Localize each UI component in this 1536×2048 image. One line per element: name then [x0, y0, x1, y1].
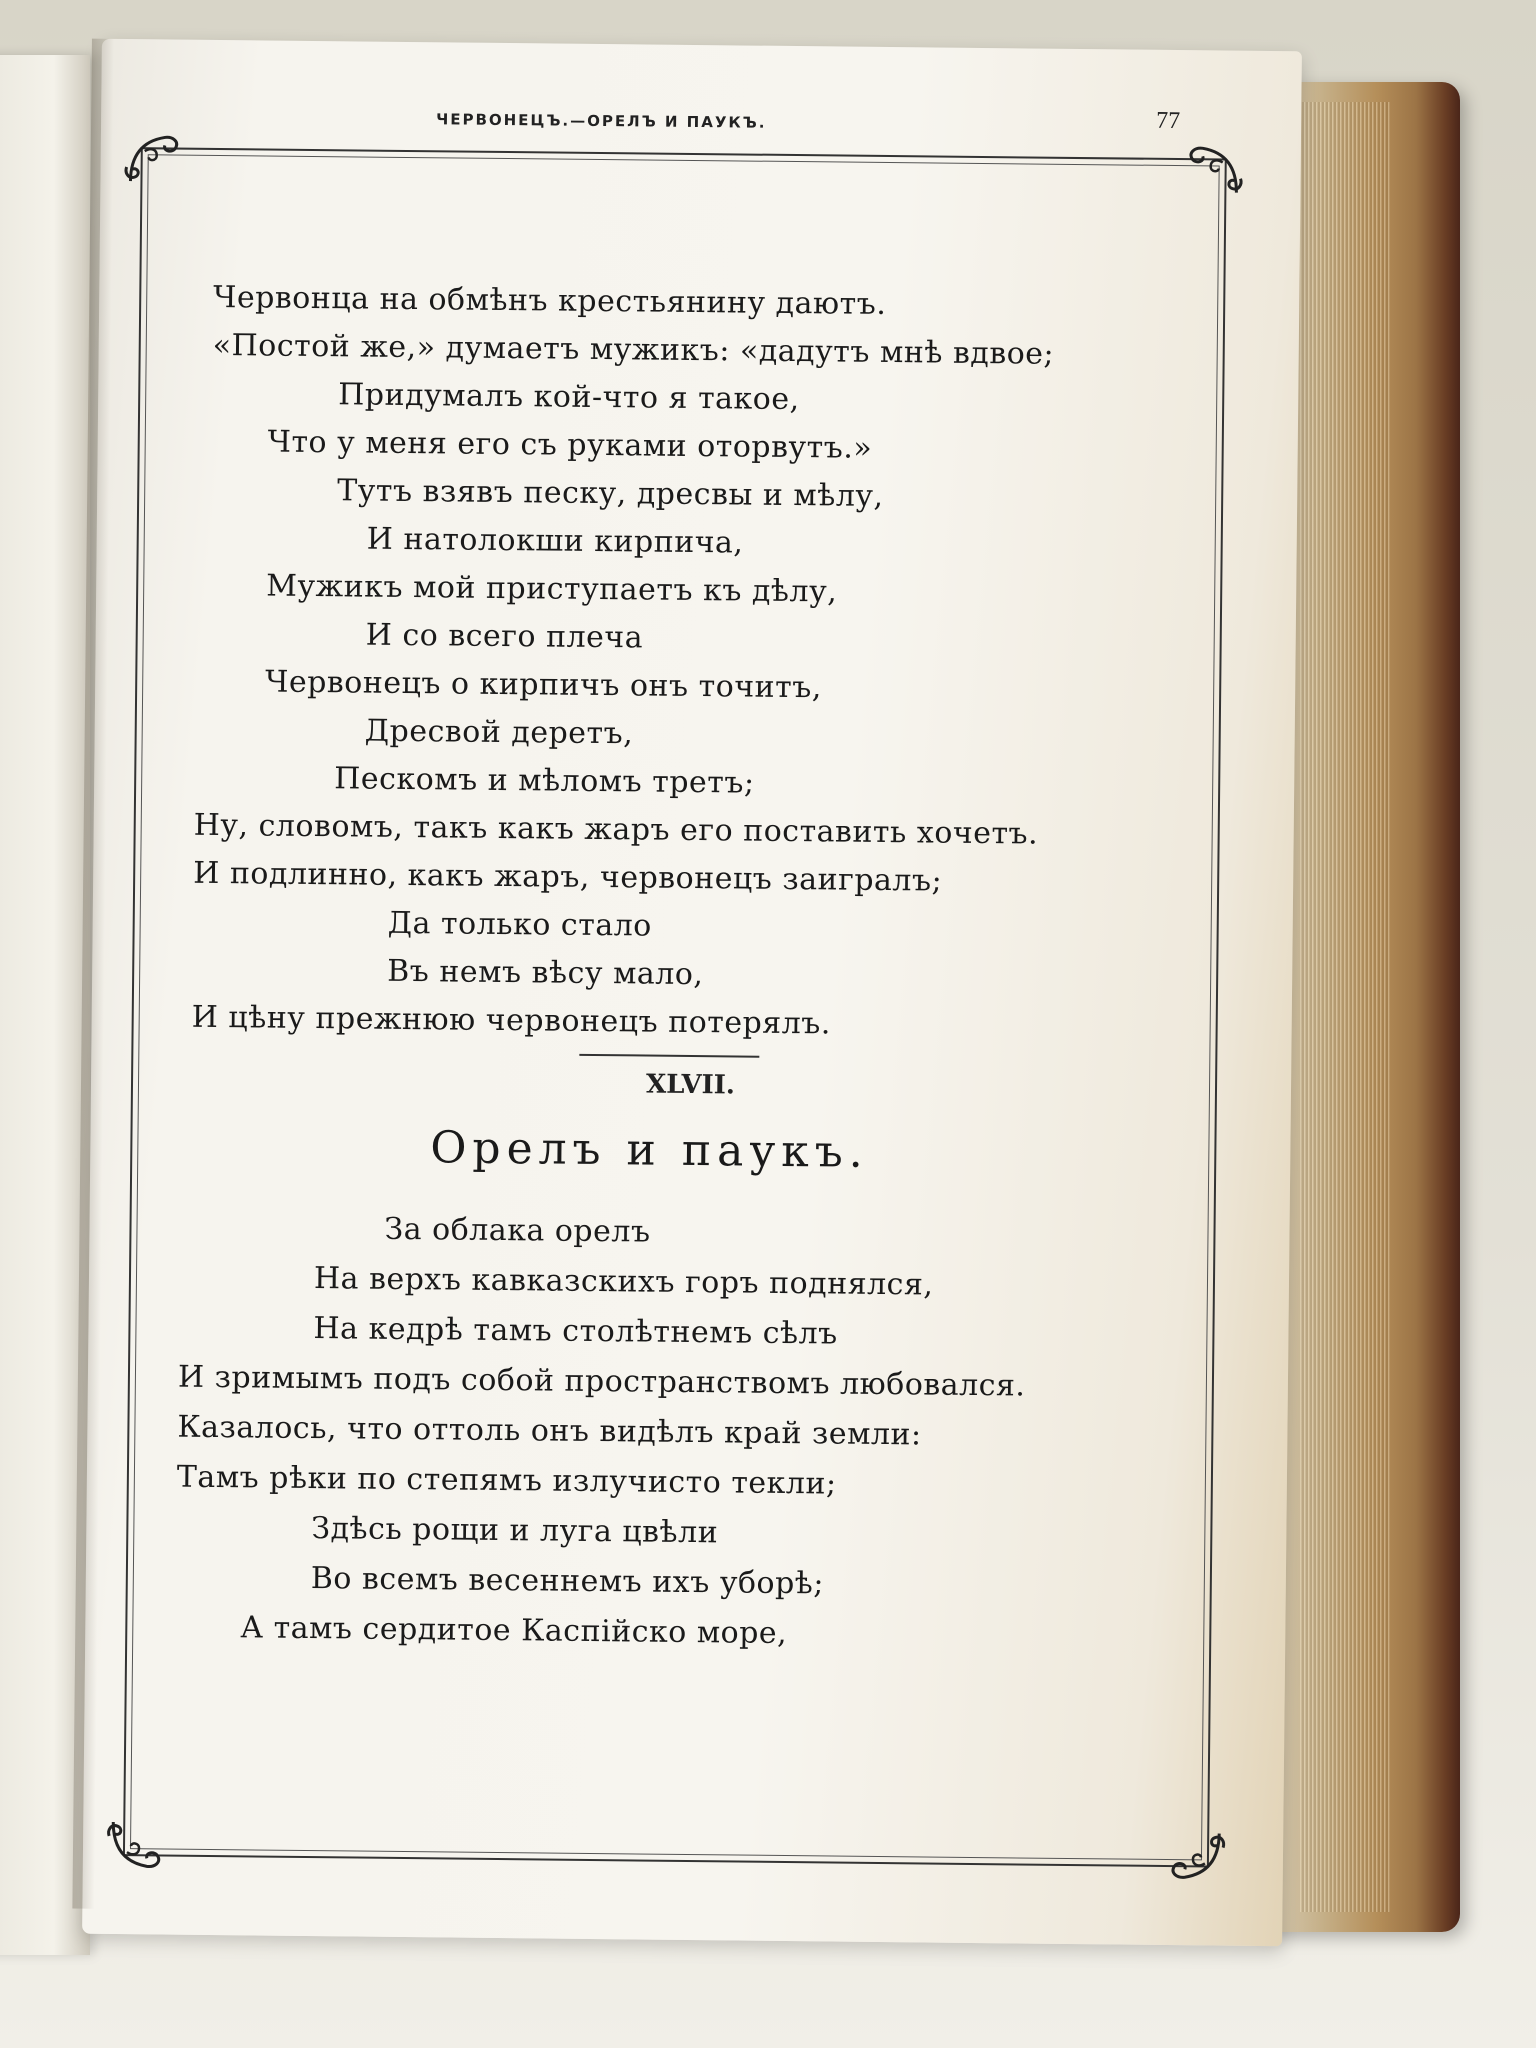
verse-line: На верхъ кавказскихъ горъ поднялся,	[313, 1261, 934, 1303]
verse-line: Во всемъ весеннемъ ихъ уборѣ;	[310, 1561, 825, 1602]
verse-line: И натолокши кирпича,	[366, 521, 744, 561]
fable-title: Орелъ и паукъ.	[430, 1122, 870, 1178]
corner-ornament-icon	[1165, 1823, 1230, 1888]
fable-number: XLVII.	[645, 1069, 736, 1101]
verse-line: Мужикъ мой приступаетъ къ дѣлу,	[266, 568, 838, 610]
corner-ornament-icon	[120, 127, 185, 192]
verse-line: И цѣну прежнюю червонецъ потерялъ.	[191, 999, 832, 1042]
verse-line: Тамъ рѣки по степямъ излучисто текли;	[176, 1459, 837, 1502]
verse-line: И подлинно, какъ жаръ, червонецъ заигралъ;	[193, 855, 943, 899]
verse-line: И со всего плеча	[365, 617, 644, 656]
verse-line: Казалось, что оттоль онъ видѣлъ край земли:	[177, 1409, 922, 1453]
verse-line: Придумалъ кой-что я такое,	[338, 377, 800, 418]
verse-line: «Постой же,» думаетъ мужикъ: «дадутъ мнѣ вдвое;	[212, 327, 1055, 372]
corner-ornament-icon	[103, 1812, 168, 1877]
verse-line: Здѣсь рощи и луга цвѣли	[311, 1511, 719, 1551]
verse-line: Да только стало	[387, 905, 653, 944]
verse-line: Червонецъ о кирпичъ онъ точитъ,	[265, 664, 823, 706]
verse-line: Дресвой деретъ,	[364, 713, 634, 752]
running-head: ЧЕРВОНЕЦЪ.—ОРЕЛЪ И ПАУКЪ.	[436, 110, 767, 132]
verse-line: И зримымъ подъ собой пространствомъ любовался.	[177, 1359, 1026, 1404]
corner-ornament-icon	[1182, 138, 1247, 203]
verse-line: Въ немъ вѣсу мало,	[387, 953, 704, 993]
verse-line: Червонца на обмѣнъ крестьянину даютъ.	[213, 279, 887, 322]
verse-line: Что у меня его съ руками оторвутъ.»	[267, 424, 873, 466]
verse-line: А тамъ сердитое Каспійско море,	[240, 1610, 788, 1652]
verse-line: Пескомъ и мѣломъ третъ;	[334, 761, 755, 801]
verse-line: За облака орелъ	[384, 1211, 651, 1250]
verse-line: На кедрѣ тамъ столѣтнемъ сѣлъ	[313, 1311, 838, 1352]
page-number: 77	[1156, 107, 1181, 135]
book-page	[82, 39, 1302, 1946]
verse-line: Тутъ взявъ песку, дресвы и мѣлу,	[337, 473, 884, 514]
verse-line: Ну, словомъ, такъ какъ жаръ его поставить хочетъ.	[193, 807, 1039, 852]
